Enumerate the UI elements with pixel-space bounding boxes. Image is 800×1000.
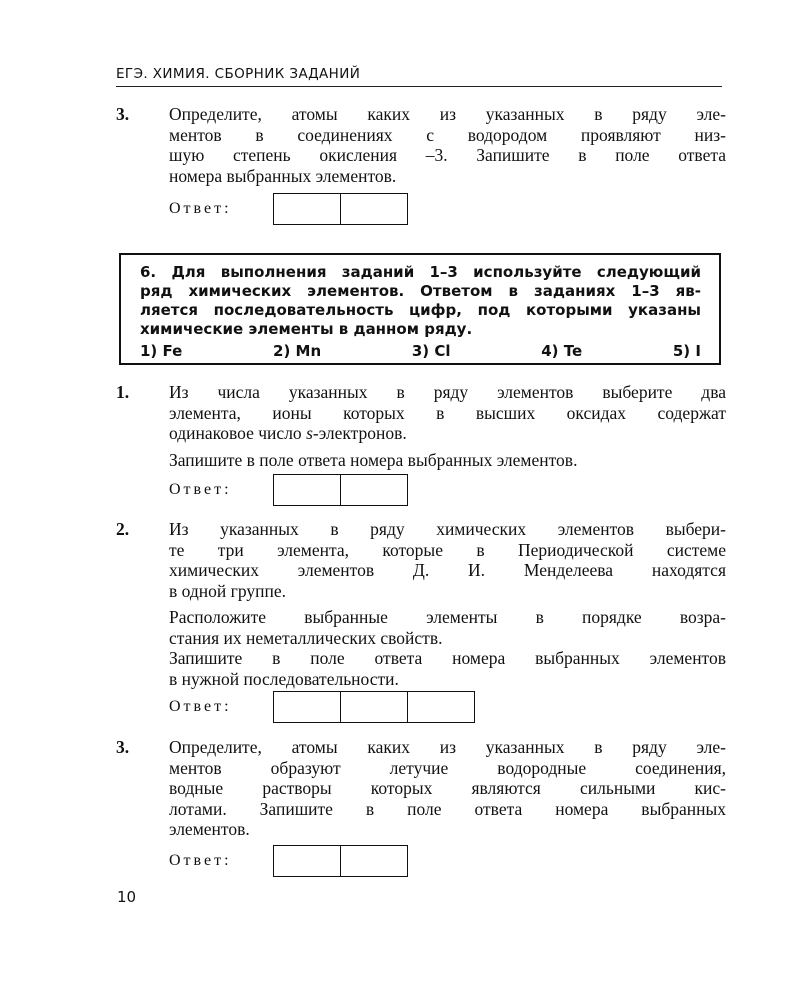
answer-row <box>169 193 408 225</box>
task-line: Определите, атомы каких из указанных в ряду эле- <box>169 104 726 124</box>
answer-cells <box>273 474 408 506</box>
answer-cell[interactable] <box>274 194 341 224</box>
answer-label: Ответ: <box>169 698 232 715</box>
task-3 <box>116 737 726 840</box>
answer-row <box>169 474 408 506</box>
element-item: 5) I <box>672 342 701 360</box>
running-head: ЕГЭ. ХИМИЯ. СБОРНИК ЗАДАНИЙ <box>116 66 722 87</box>
task-line: стания их неметаллических свойств. <box>169 627 443 648</box>
task-prev-3 <box>116 104 726 186</box>
task-instruction: Запишите в поле ответа номера выбранных элементов. <box>169 449 578 470</box>
task-2 <box>116 519 726 689</box>
answer-row <box>169 845 408 877</box>
task-line: Расположите выбранные элементы в порядке возра- <box>169 607 726 627</box>
answer-cell[interactable] <box>408 692 474 722</box>
element-item: 4) Te <box>541 342 583 360</box>
task-number: 3. <box>116 737 130 757</box>
element-row <box>140 342 701 361</box>
answer-label: Ответ: <box>169 481 232 498</box>
task-line: элемента, ионы которых в высших оксидах содержат <box>169 402 726 423</box>
task-line: в нужной последовательности. <box>169 668 399 689</box>
page-number: 10 <box>117 888 137 906</box>
task-line: шую степень окисления –3. Запишите в поле ответа <box>169 145 726 165</box>
task-line: элементов. <box>169 819 250 839</box>
answer-cells <box>273 845 408 877</box>
task-line: Из числа указанных в ряду элементов выберите два <box>169 382 726 402</box>
task-line: водные растворы которых являются сильными кис- <box>169 778 726 798</box>
variant-number: 6. <box>140 263 157 281</box>
variant-line: ляется последовательность цифр, под которыми указаны <box>140 301 701 319</box>
task-line: в одной группе. <box>169 580 286 601</box>
variant-line: Для выполнения заданий 1–3 используйте следующий <box>171 263 701 281</box>
task-number: 3. <box>116 104 130 124</box>
answer-cell[interactable] <box>274 475 341 505</box>
task-number: 1. <box>116 382 130 402</box>
task-line: те три элемента, которые в Периодической системе <box>169 539 726 560</box>
answer-cells <box>273 193 408 225</box>
element-item: 3) Cl <box>411 342 451 360</box>
answer-cell[interactable] <box>341 194 407 224</box>
element-item: 1) Fe <box>140 342 183 360</box>
task-number: 2. <box>116 519 130 539</box>
task-line: ментов в соединениях с водородом проявляют низ- <box>169 124 726 145</box>
answer-cell[interactable] <box>274 692 341 722</box>
answer-cell[interactable] <box>341 475 407 505</box>
task-line: Запишите в поле ответа номера выбранных элементов <box>169 648 726 668</box>
task-line: химических элементов Д. И. Менделеева находятся <box>169 560 726 580</box>
answer-cell[interactable] <box>341 692 408 722</box>
task-line: лотами. Запишите в поле ответа номера выбранных <box>169 798 726 819</box>
answer-cell[interactable] <box>274 846 341 876</box>
answer-label: Ответ: <box>169 852 232 869</box>
variant-line: химические элементы в данном ряду. <box>140 320 473 338</box>
task-1 <box>116 382 726 470</box>
task-line: номера выбранных элементов. <box>169 165 397 186</box>
task-line: Определите, атомы каких из указанных в ряду эле- <box>169 737 726 757</box>
element-item: 2) Mn <box>273 342 322 360</box>
task-line: ментов образуют летучие водородные соединения, <box>169 757 726 778</box>
answer-label: Ответ: <box>169 200 232 217</box>
task-line: Из указанных в ряду химических элементов выбери- <box>169 519 726 539</box>
variant-line: ряд химических элементов. Ответом в заданиях 1–3 яв- <box>140 282 701 300</box>
answer-cell[interactable] <box>341 846 407 876</box>
variant-instructions-box <box>119 253 721 365</box>
answer-cells <box>273 691 475 723</box>
answer-row <box>169 691 475 723</box>
task-line: одинаковое число s-электронов. <box>169 423 407 443</box>
